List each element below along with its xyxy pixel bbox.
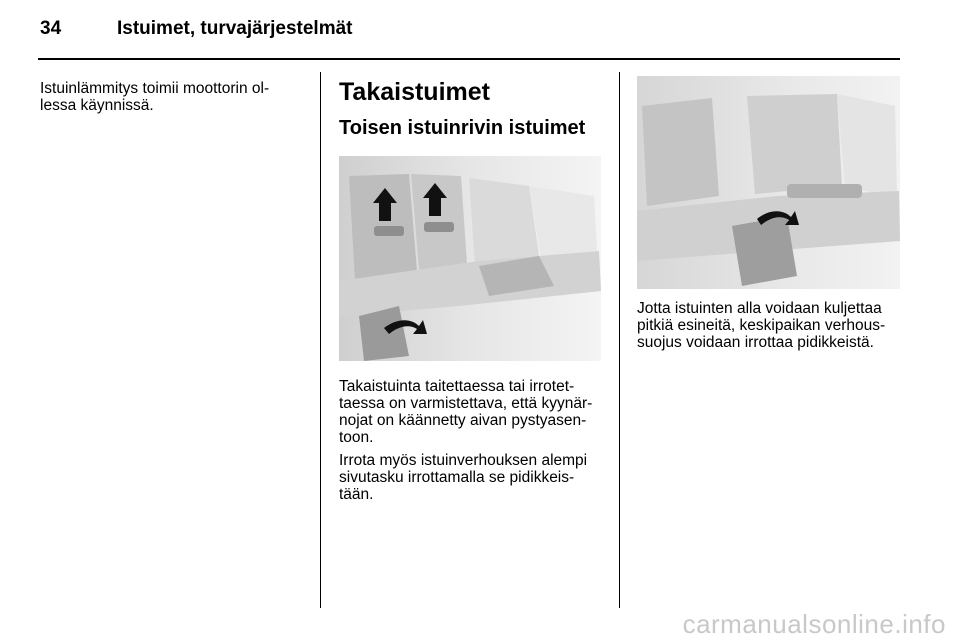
- column-divider-2: [619, 72, 620, 608]
- subsection-heading: Toisen istuinrivin istuimet: [339, 117, 586, 139]
- header-rule: [38, 58, 900, 60]
- illustration-2-caption: Jotta istuinten alla voidaan kuljettaa pitkiä esineitä, keskipaikan verhous- suojus voidaan irrottaa pidikkeistä.: [637, 300, 886, 351]
- caption-paragraph-1: Takaistuinta taitettaessa tai irrotet- taessa on varmistettava, että kyynär- nojat on käännetty aivan pystyasen- toon.: [339, 378, 593, 446]
- seat-cover-illustration: [637, 76, 900, 289]
- chapter-title: Istuimet, turvajärjestelmät: [117, 18, 353, 39]
- column-divider-1: [320, 72, 321, 608]
- watermark: carmanualsonline.info: [682, 609, 946, 639]
- body-text: Istuinlämmitys toimii moottorin ol- lessa käynnissä.: [40, 80, 270, 114]
- column-2: [339, 78, 609, 140]
- illustration-1-caption: [339, 378, 611, 509]
- section-heading: Takaistuimet: [339, 78, 490, 106]
- caption-paragraph-2: Irrota myös istuinverhouksen alempi sivutasku irrottamalla se pidikkeis- tään.: [339, 452, 588, 503]
- column-1: [40, 80, 310, 114]
- column-3: [637, 300, 905, 351]
- rear-seat-illustration: [339, 156, 601, 361]
- page-number: 34: [40, 18, 62, 39]
